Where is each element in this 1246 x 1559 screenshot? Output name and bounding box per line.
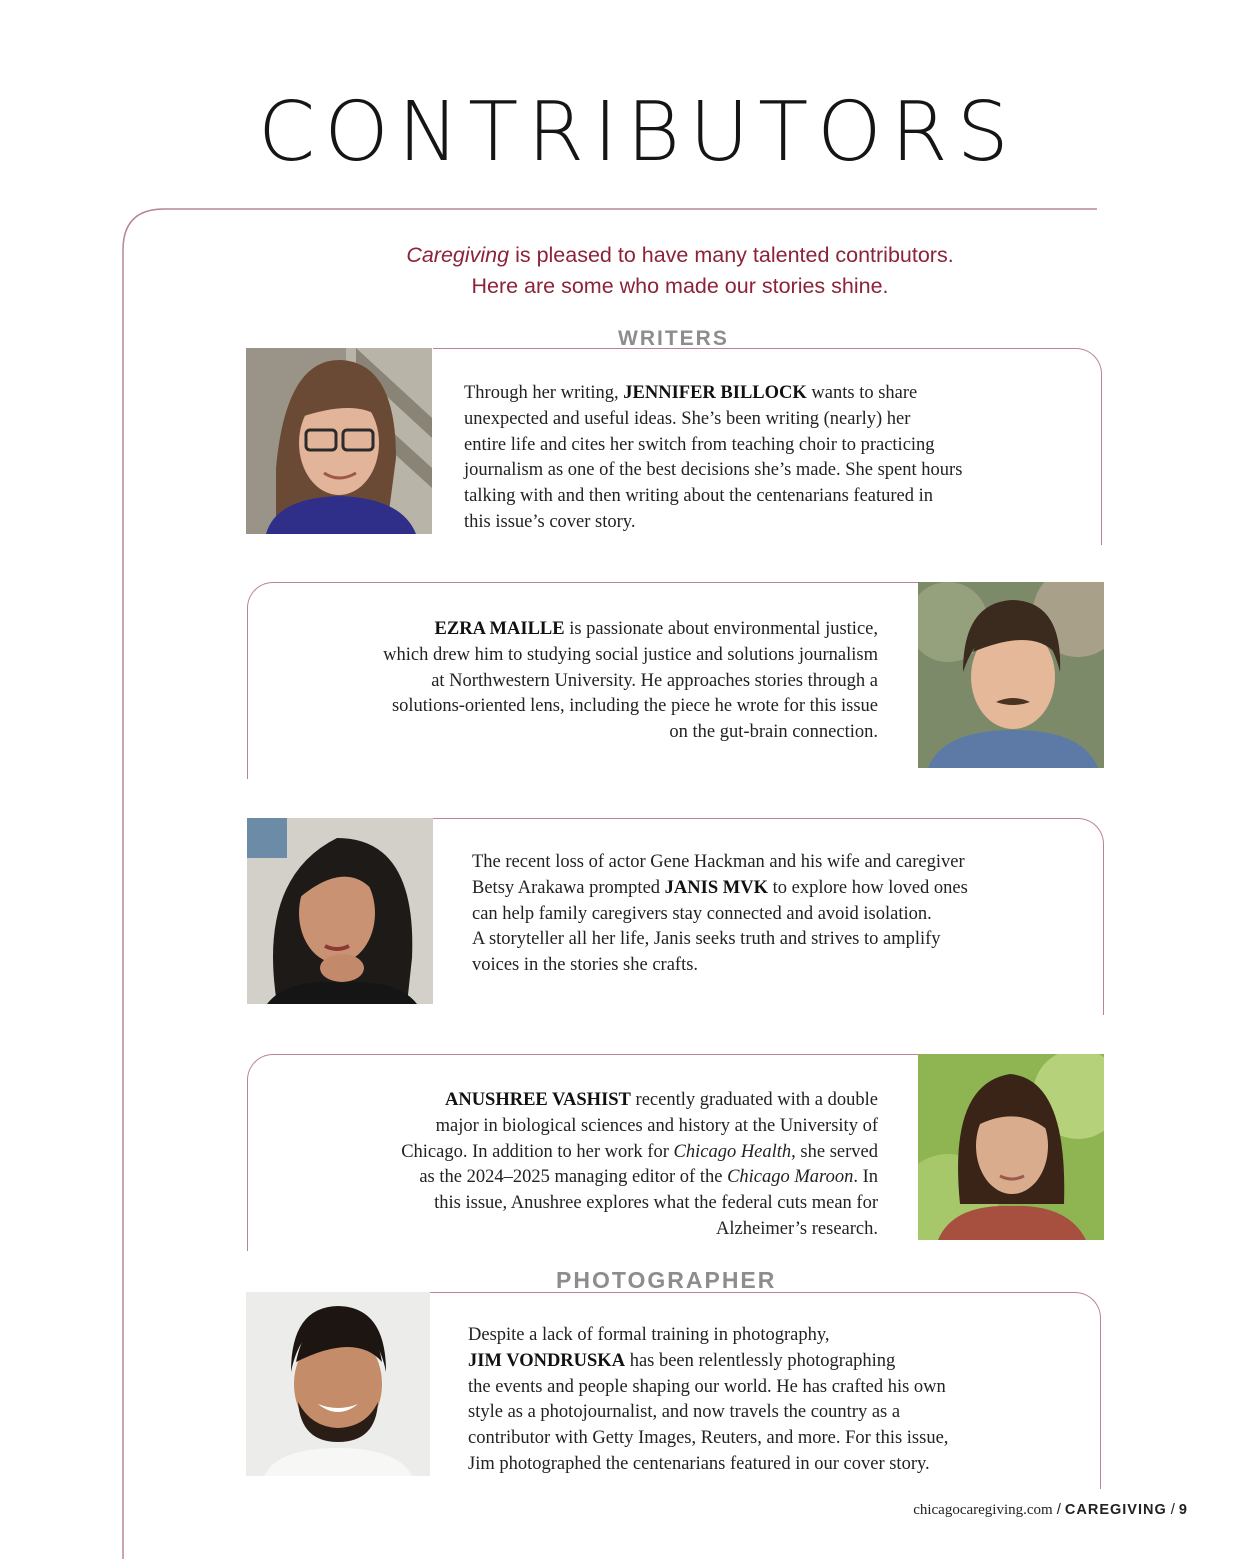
- footer-separator: /: [1170, 1501, 1175, 1518]
- contributor-name: EZRA MAILLE: [434, 619, 565, 639]
- publication-title: Chicago Maroon: [727, 1167, 854, 1188]
- publication-name: Caregiving: [406, 243, 510, 267]
- portrait-woman-green-bg-icon: [918, 1054, 1104, 1240]
- page-footer: [913, 1501, 1188, 1519]
- bio-anushree-vashist: ANUSHREE VASHIST recently graduated with a double major in biological sciences and history at the University of Chicago. In addition to her work for Chicago Health, she served as the 2024–2025 managing editor of the Chicago Maroon. In this issue, Anushree explores what the federal cuts mean for Alzheimer’s research.: [401, 1090, 878, 1239]
- portrait-man-mustache-icon: [918, 582, 1104, 768]
- footer-page-number: 9: [1178, 1502, 1188, 1518]
- footer-separator: /: [1056, 1501, 1061, 1518]
- photo-anushree-vashist: [918, 1054, 1104, 1240]
- portrait-woman-dark-hair-icon: [247, 818, 433, 1004]
- section-label-writers: WRITERS: [618, 327, 729, 350]
- photo-jim-vondruska: [246, 1292, 430, 1476]
- intro-line-1: is pleased to have many talented contributors.: [509, 243, 954, 267]
- contributor-name: JANIS MVK: [664, 877, 768, 898]
- contributor-name: JENNIFER BILLOCK: [623, 383, 807, 403]
- footer-magazine: CAREGIVING: [1064, 1502, 1167, 1518]
- intro-text: [300, 240, 1060, 302]
- photo-jennifer-billock: [246, 348, 432, 534]
- portrait-man-smiling-icon: [246, 1292, 430, 1476]
- intro-line-2: Here are some who made our stories shine.: [471, 274, 889, 298]
- portrait-woman-glasses-icon: [246, 348, 432, 534]
- contributor-name: ANUSHREE VASHIST: [444, 1090, 631, 1110]
- bio-jennifer-billock: Through her writing, JENNIFER BILLOCK wants to share unexpected and useful ideas. She’s been writing (nearly) her entire life and cites her switch from teaching choir to practicing journalism as one of the best decisions she’s made. She spent hours talking with and then writing about the centenarians featured in this issue’s cover story.: [464, 383, 963, 532]
- section-label-photographer: PHOTOGRAPHER: [556, 1267, 777, 1293]
- publication-title: Chicago Health: [673, 1141, 792, 1162]
- photo-ezra-maille: [918, 582, 1104, 768]
- page-title: CONTRIBUTORS: [258, 85, 1018, 180]
- bio-ezra-maille: EZRA MAILLE is passionate about environmental justice, which drew him to studying social justice and solutions journalism at Northwestern University. He approaches stories through a solutions-oriented lens, including the piece he wrote for this issue on the gut-brain connection.: [383, 619, 878, 743]
- footer-site: chicagocaregiving.com: [913, 1502, 1053, 1518]
- contributor-name: JIM VONDRUSKA: [468, 1350, 626, 1371]
- bio-janis-mvk: The recent loss of actor Gene Hackman and his wife and caregiver Betsy Arakawa prompted JANIS MVK to explore how loved ones can help family caregivers stay connected and avoid isolation. A storyteller all her life, Janis seeks truth and strives to amplify voices in the stories she crafts.: [472, 852, 968, 976]
- bio-jim-vondruska: Despite a lack of formal training in photography, JIM VONDRUSKA has been relentlessly photographing the events and people shaping our world. He has crafted his own style as a photojournalist, and now travels the country as a contributor with Getty Images, Reuters, and more. For this issue, Jim photographed the centenarians featured in our cover story.: [468, 1325, 949, 1474]
- photo-janis-mvk: [247, 818, 433, 1004]
